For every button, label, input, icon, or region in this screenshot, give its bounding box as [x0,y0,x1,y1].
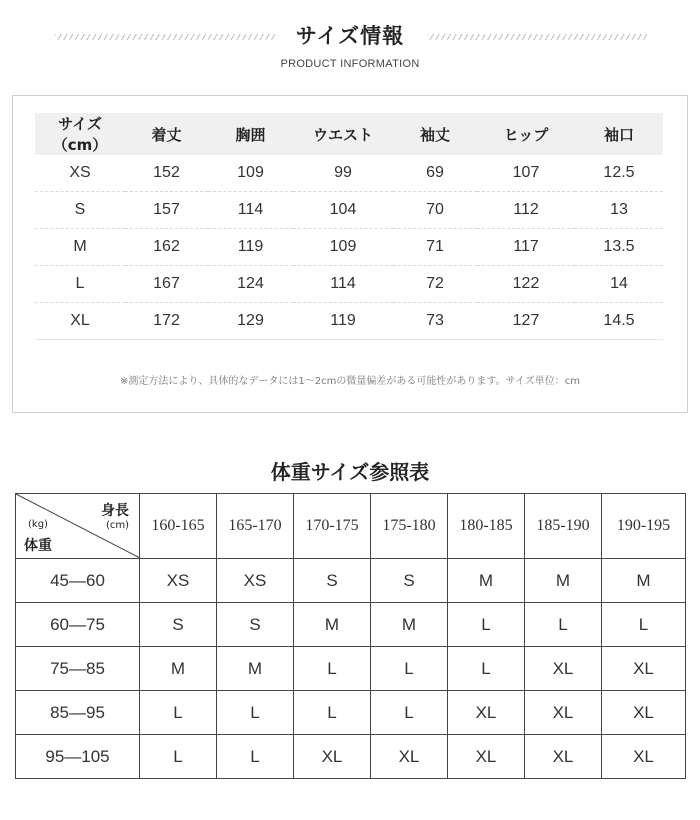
weight-range-cell: 85—95 [16,691,140,735]
header-cell: ウエスト [293,113,393,155]
size-cell: M [602,559,686,603]
size-cell: L [294,691,371,735]
page-title: サイズ情報 [295,24,405,48]
table-cell: 104 [293,192,393,229]
weight-table-header [16,494,686,559]
size-cell: L [140,691,217,735]
title-row [0,20,700,54]
size-cell: M [525,559,602,603]
size-cell: M [448,559,525,603]
table-cell: 73 [393,303,477,340]
size-cell: XS [217,559,294,603]
table-row [16,647,686,691]
size-cell: XL [525,735,602,779]
height-column-header: 185-190 [525,494,602,559]
decorative-hatch-right [427,34,647,40]
size-cell: L [294,647,371,691]
size-cell: M [371,603,448,647]
size-info-panel [12,95,688,413]
size-cell: S [371,559,448,603]
table-cell: 71 [393,229,477,266]
size-cell: XL [448,691,525,735]
size-cell: L [448,647,525,691]
page-subtitle: PRODUCT INFORMATION [280,58,420,70]
weight-range-cell: 75—85 [16,647,140,691]
weight-size-table [15,493,686,779]
height-column-header: 180-185 [448,494,525,559]
table-cell: 122 [477,266,575,303]
size-cell: M [294,603,371,647]
table-cell: 157 [125,192,208,229]
size-cell: L [371,647,448,691]
table-cell: 114 [208,192,293,229]
size-cell: XL [448,735,525,779]
weight-range-cell: 60—75 [16,603,140,647]
table-cell: 70 [393,192,477,229]
table-cell: 14 [575,266,663,303]
table-cell: 167 [125,266,208,303]
table-cell: 152 [125,155,208,192]
table-row [16,559,686,603]
weight-table-title: 体重サイズ参照表 [270,460,430,484]
size-cell: XL [371,735,448,779]
table-cell: 107 [477,155,575,192]
table-row [35,155,663,192]
table-cell: 13.5 [575,229,663,266]
table-row [35,192,663,229]
size-cell: M [140,647,217,691]
header-cell: 袖丈 [393,113,477,155]
height-label: 身長 [101,503,129,519]
header-cell: ヒップ [477,113,575,155]
size-table [35,113,663,340]
table-row [16,603,686,647]
table-cell: 14.5 [575,303,663,340]
size-table-header [35,113,663,155]
size-cell: S [217,603,294,647]
table-cell: 112 [477,192,575,229]
weight-range-cell: 95—105 [16,735,140,779]
table-cell: 12.5 [575,155,663,192]
height-column-header: 160-165 [140,494,217,559]
size-cell: S [140,603,217,647]
height-column-header: 175-180 [371,494,448,559]
table-cell: 162 [125,229,208,266]
table-cell: 72 [393,266,477,303]
size-cell: L [602,603,686,647]
table-cell: 114 [293,266,393,303]
size-cell: XL [294,735,371,779]
table-cell: M [35,229,125,266]
table-cell: 99 [293,155,393,192]
table-row [35,266,663,303]
height-column-header: 190-195 [602,494,686,559]
table-cell: 109 [208,155,293,192]
height-unit: (cm) [105,520,129,531]
size-cell: XL [602,735,686,779]
table-cell: 119 [293,303,393,340]
header-cell: サイズ（cm） [35,113,125,155]
table-cell: L [35,266,125,303]
weight-unit: (kg) [28,519,48,530]
size-cell: XL [525,647,602,691]
size-cell: L [371,691,448,735]
size-cell: L [217,735,294,779]
size-cell: XS [140,559,217,603]
size-cell: L [448,603,525,647]
table-cell: 13 [575,192,663,229]
table-cell: S [35,192,125,229]
table-row [35,229,663,266]
measurement-note: ※測定方法により、具体的なデータには1～2cmの微量偏差がある可能性があります。サイズ単位：cm [120,376,580,387]
table-cell: 172 [125,303,208,340]
table-cell: XS [35,155,125,192]
size-cell: L [217,691,294,735]
table-cell: 124 [208,266,293,303]
weight-range-cell: 45—60 [16,559,140,603]
table-cell: 127 [477,303,575,340]
table-row [35,303,663,340]
height-column-header: 165-170 [217,494,294,559]
size-cell: S [294,559,371,603]
size-cell: L [140,735,217,779]
table-cell: XL [35,303,125,340]
table-cell: 129 [208,303,293,340]
weight-label: 体重 [24,538,52,554]
table-row [16,735,686,779]
table-cell: 109 [293,229,393,266]
size-cell: XL [602,647,686,691]
header-cell: 着丈 [125,113,208,155]
header-cell: 袖口 [575,113,663,155]
table-cell: 117 [477,229,575,266]
size-cell: M [217,647,294,691]
size-cell: L [525,603,602,647]
size-cell: XL [525,691,602,735]
table-cell: 119 [208,229,293,266]
corner-header-cell [16,494,140,559]
size-cell: XL [602,691,686,735]
height-column-header: 170-175 [294,494,371,559]
table-cell: 69 [393,155,477,192]
table-row [16,691,686,735]
header-cell: 胸囲 [208,113,293,155]
